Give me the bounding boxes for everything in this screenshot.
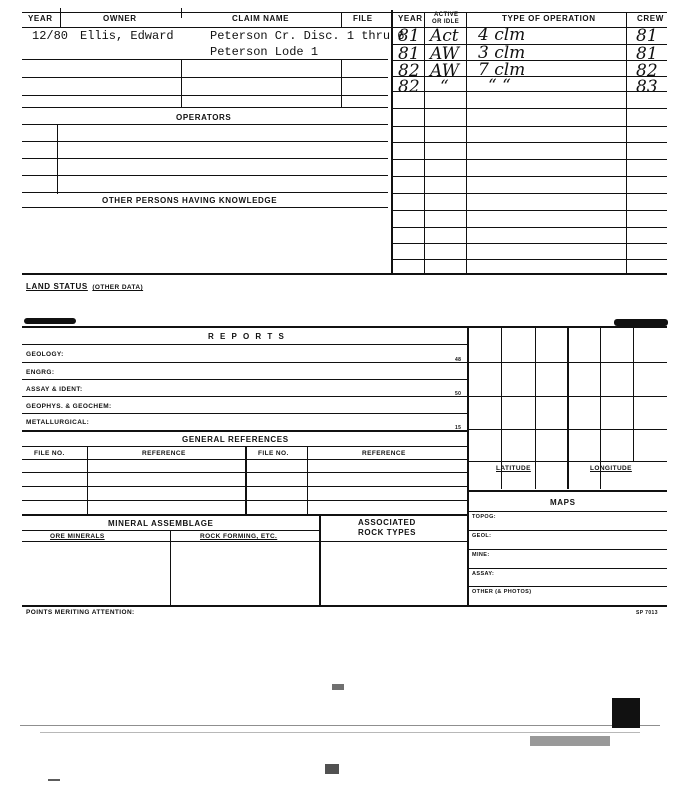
activity-op-2: 3 clm <box>478 43 526 63</box>
header-or-idle: OR IDLE <box>432 19 460 25</box>
header-claim-name: CLAIM NAME <box>232 14 290 23</box>
activity-rule-7 <box>392 142 667 143</box>
reports-rule-2 <box>22 379 468 380</box>
header-year: YEAR <box>28 14 53 23</box>
land-status-title: LAND STATUS <box>26 282 88 291</box>
activity-rule-9 <box>392 176 667 177</box>
grid-col-3 <box>567 327 569 489</box>
scan-blot <box>612 698 640 728</box>
activity-rule-14 <box>392 259 667 260</box>
header-active: ACTIVE <box>434 12 459 18</box>
left-index-tab <box>24 318 76 324</box>
claim-inner-sep <box>341 59 342 107</box>
owner-inner-sep <box>181 59 182 107</box>
report-geology: GEOLOGY: <box>26 351 64 358</box>
record-claim-2: Peterson Lode 1 <box>210 45 319 59</box>
scan-artifacts <box>0 640 678 807</box>
activity-rule-8 <box>392 159 667 160</box>
col-sep-active <box>466 12 467 275</box>
scan-speck <box>332 684 344 690</box>
scan-smudge <box>530 736 610 746</box>
grid-col-2 <box>535 327 536 489</box>
scan-streak-2 <box>40 732 640 733</box>
activity-rule-6 <box>392 126 667 127</box>
col-sep-year2 <box>424 12 425 275</box>
report-geophys: GEOPHYS. & GEOCHEM: <box>26 403 112 410</box>
grid-row-1 <box>468 362 667 363</box>
scan-streak <box>20 725 660 726</box>
col-sep-operation <box>626 12 627 275</box>
activity-crew-4: 83 <box>636 77 658 97</box>
operators-rule-2 <box>22 158 388 159</box>
ore-minerals-label: ORE MINERALS <box>50 533 105 540</box>
refs-sep-1 <box>87 446 88 514</box>
grid-row-4 <box>468 461 667 462</box>
maps-topog: TOPOG: <box>472 514 496 520</box>
activity-rule-4 <box>392 91 667 92</box>
maps-title: MAPS <box>550 498 576 507</box>
reports-top-rule <box>22 326 667 328</box>
reports-header-rule <box>22 344 468 345</box>
header-type-of-operation: TYPE OF OPERATION <box>502 14 596 23</box>
associated-rock-types-2: ROCK TYPES <box>358 528 417 537</box>
activity-year-3: 82 <box>398 61 420 81</box>
rock-forming-label: ROCK FORMING, ETC. <box>200 533 278 540</box>
owner-rule-4 <box>22 107 388 108</box>
activity-crew-3: 82 <box>636 61 658 81</box>
report-engrg: ENGRG: <box>26 369 55 376</box>
col-sep-claim <box>341 12 342 27</box>
latitude-label: LATITUDE <box>496 465 531 472</box>
refs-sep-3 <box>307 446 308 514</box>
other-persons-rule <box>22 207 388 208</box>
refs-reference-2: REFERENCE <box>362 450 406 457</box>
maps-mine: MINE: <box>472 552 490 558</box>
operators-inner-sep <box>57 124 58 194</box>
maps-top-rule <box>468 490 667 492</box>
activity-op-4: “ “ <box>488 76 511 96</box>
longitude-label: LONGITUDE <box>590 465 632 472</box>
report-num-50: 50 <box>455 391 462 397</box>
activity-op-3: 7 clm <box>478 60 526 80</box>
right-index-tab <box>614 319 668 326</box>
activity-year-2: 81 <box>398 44 420 64</box>
mineral-sep-1 <box>170 530 171 606</box>
activity-status-1: Act <box>430 26 459 46</box>
scan-speck-3 <box>48 779 60 781</box>
other-persons-title: OTHER PERSONS HAVING KNOWLEDGE <box>102 196 278 205</box>
activity-year-1: 81 <box>398 26 420 46</box>
reports-title: R E P O R T S <box>208 332 286 341</box>
grid-row-2 <box>468 396 667 397</box>
general-references-title: GENERAL REFERENCES <box>182 435 289 444</box>
header-bottom-rule <box>22 27 667 28</box>
maps-rule-2 <box>468 549 667 550</box>
activity-rule-5 <box>392 108 667 109</box>
reports-rule-4 <box>22 413 468 414</box>
operators-header-rule <box>22 124 388 125</box>
refs-sep-2 <box>245 446 247 514</box>
activity-crew-2: 81 <box>636 44 658 64</box>
scan-speck-2 <box>325 764 339 774</box>
report-assay: ASSAY & IDENT: <box>26 386 83 393</box>
owner-rule-2 <box>22 77 388 78</box>
activity-status-4: “ <box>440 77 449 97</box>
activity-status-2: AW <box>430 44 460 64</box>
refs-bottom-rule <box>22 514 468 516</box>
activity-rule-10 <box>392 193 667 194</box>
operators-rule-1 <box>22 141 388 142</box>
maps-geol: GEOL: <box>472 533 492 539</box>
activity-rule-12 <box>392 227 667 228</box>
header-owner: OWNER <box>103 14 137 23</box>
mineral-sub-rule <box>22 541 468 542</box>
grid-row-3 <box>468 429 667 430</box>
refs-file-no: FILE NO. <box>34 450 65 457</box>
reports-rule-1 <box>22 362 468 363</box>
record-claim-1: Peterson Cr. Disc. 1 thru 6 <box>210 29 405 43</box>
refs-reference: REFERENCE <box>142 450 186 457</box>
owner-rule-3 <box>22 95 388 96</box>
maps-header-rule <box>468 511 667 512</box>
col-sep-year <box>60 8 61 27</box>
maps-other: OTHER (& PHOTOS) <box>472 589 532 595</box>
points-meriting-attention: POINTS MERITING ATTENTION: <box>26 609 135 616</box>
form-bottom-rule <box>22 605 667 607</box>
header-crew: CREW <box>637 14 664 23</box>
associated-rock-types-1: ASSOCIATED <box>358 518 416 527</box>
refs-file-no-2: FILE NO. <box>258 450 289 457</box>
reports-bottom-rule <box>22 430 468 432</box>
activity-rule-11 <box>392 210 667 211</box>
land-status-label <box>26 276 143 294</box>
maps-rule-3 <box>468 568 667 569</box>
record-year: 12/80 <box>32 29 69 43</box>
maps-assay: ASSAY: <box>472 571 495 577</box>
form-code: SP 7013 <box>636 610 658 616</box>
activity-rule-13 <box>392 243 667 244</box>
top-rule <box>22 12 667 13</box>
reports-rule-3 <box>22 396 468 397</box>
header-file: FILE <box>353 14 373 23</box>
land-status-top-rule <box>22 273 667 275</box>
activity-crew-1: 81 <box>636 26 658 46</box>
reports-right-border <box>467 327 469 607</box>
report-num-15: 15 <box>455 425 462 431</box>
maps-rule-4 <box>468 586 667 587</box>
operators-rule-3 <box>22 175 388 176</box>
report-metallurgical: METALLURGICAL: <box>26 419 90 426</box>
activity-op-1: 4 clm <box>478 25 526 45</box>
owner-rule-1 <box>22 59 388 60</box>
operators-rule-4 <box>22 192 388 193</box>
activity-year-4: 82 <box>398 77 420 97</box>
record-owner: Ellis, Edward <box>80 29 174 43</box>
mineral-assemblage-title: MINERAL ASSEMBLAGE <box>108 519 214 528</box>
activity-status-3: AW <box>430 61 460 81</box>
land-status-note: (OTHER DATA) <box>92 284 144 291</box>
grid-col-5 <box>633 327 634 461</box>
header-year-2: YEAR <box>398 14 423 23</box>
maps-rule-1 <box>468 530 667 531</box>
report-num-48: 48 <box>455 357 462 363</box>
mineral-sep-2 <box>319 514 321 606</box>
col-sep-owner-tick <box>181 8 182 18</box>
operators-title: OPERATORS <box>176 113 232 122</box>
